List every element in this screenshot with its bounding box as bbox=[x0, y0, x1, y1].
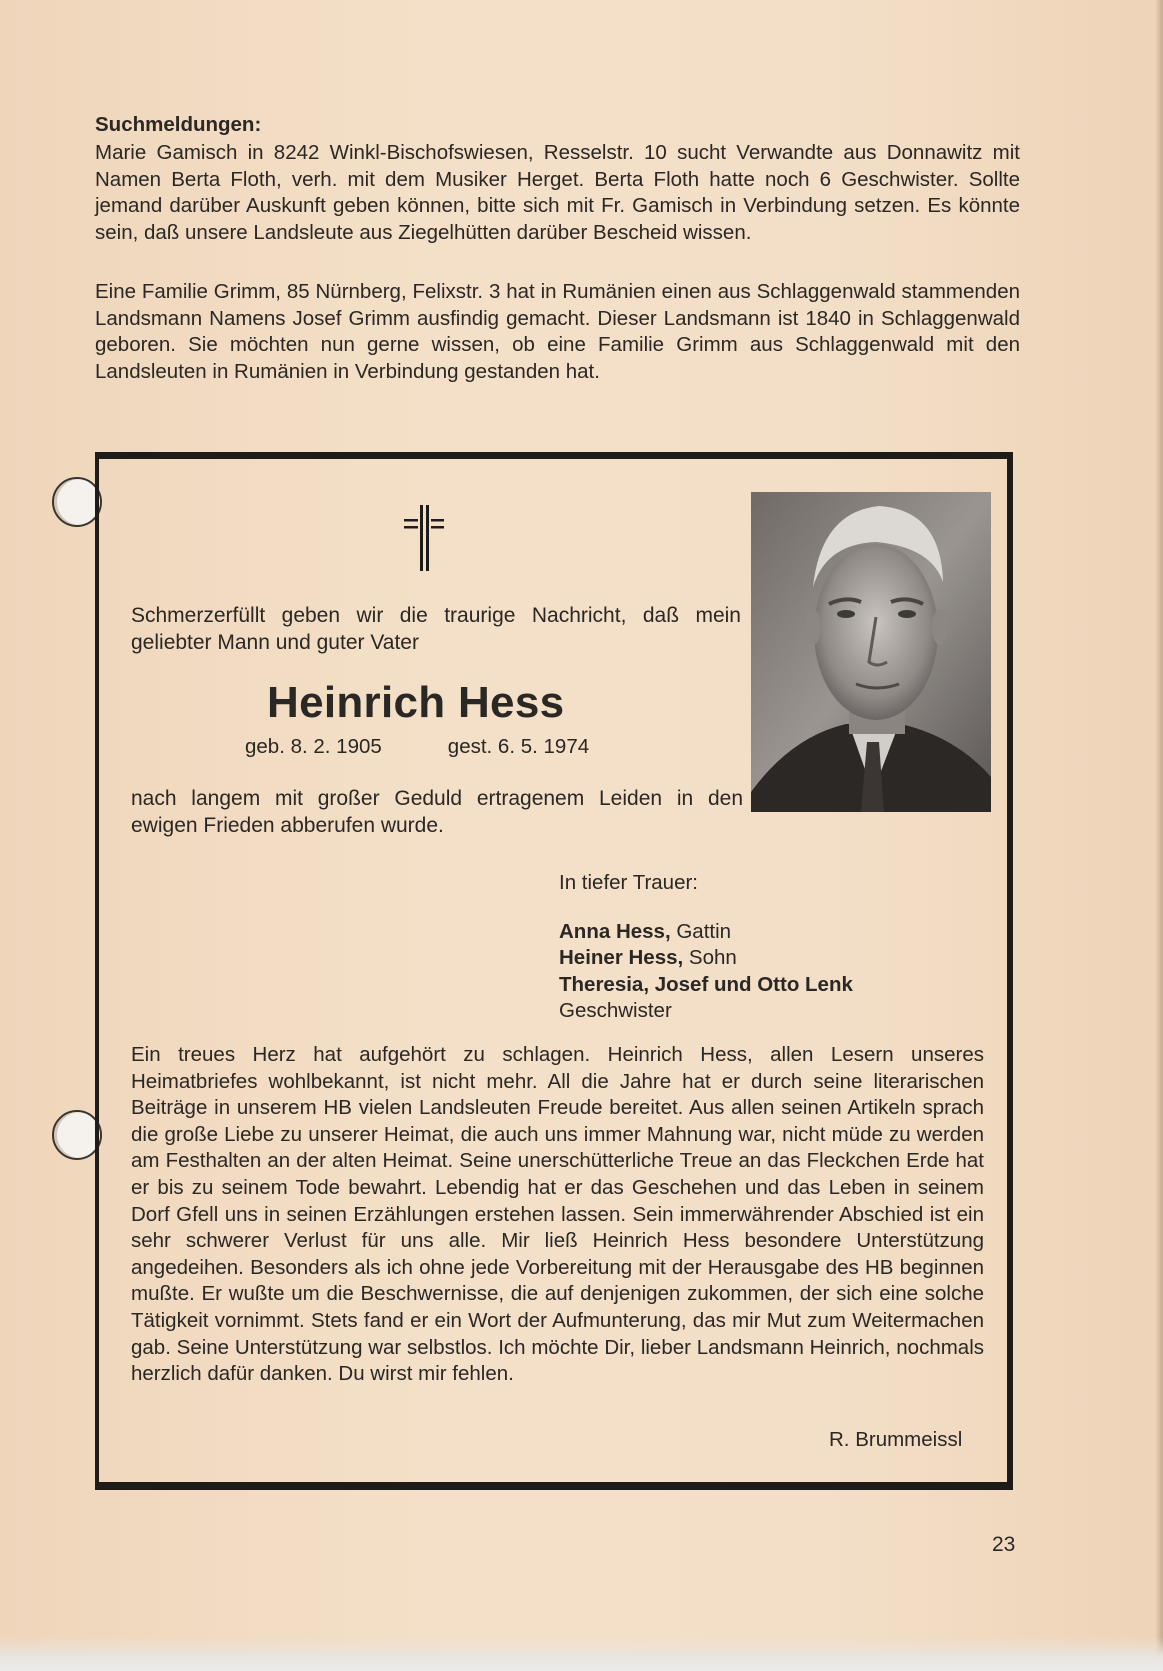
mourners-spacer bbox=[559, 896, 853, 918]
death-date: gest. 6. 5. 1974 bbox=[447, 735, 590, 758]
mourner-name: Heiner Hess, bbox=[559, 946, 684, 969]
obituary-box bbox=[95, 452, 1013, 1490]
siblings-label: Geschwister bbox=[559, 999, 672, 1022]
life-dates bbox=[245, 733, 589, 760]
mourner-name: Theresia, Josef und Otto Lenk bbox=[559, 972, 853, 996]
search-heading: Suchmeldungen: bbox=[95, 113, 262, 136]
mourner-item bbox=[559, 971, 853, 998]
mourner-item bbox=[559, 944, 853, 971]
portrait-photo bbox=[751, 492, 991, 812]
search-paragraph-2 bbox=[95, 279, 1020, 385]
mourner-item bbox=[559, 918, 853, 945]
obituary-intro: Schmerzerfüllt geben wir die traurige Nachricht, daß mein geliebter Mann und guter Vater bbox=[131, 604, 741, 654]
birth-date: geb. 8. 2. 1905 bbox=[245, 735, 382, 758]
page-bottom-edge bbox=[0, 1637, 1163, 1671]
mourner-role: Gattin bbox=[676, 919, 732, 943]
cross-icon bbox=[404, 505, 444, 571]
mourner-name: Anna Hess, bbox=[559, 919, 671, 943]
tribute-author: R. Brummeissl bbox=[829, 1428, 963, 1451]
tribute-text: Ein treues Herz hat aufgehört zu schlagen. Heinrich Hess, allen Lesern unseres Heimatbriefes wohlbekannt, ist nicht mehr. All die Jahre hat er durch seine literarischen Beiträge in unserem HB vielen Landsleuten Freude bereitet. Aus allen seinen Artikeln sprach die große Liebe zu unserer Heimat, die auch uns immer Mahnung war, nicht müde zu werden am Festhalten an der alten Heimat. Seine unerschütterliche Treue an das Fleckchen Erde hat er bis zu seinem Tode bewahrt. Lebendig hat er das Geschehen und das Leben in seinem Dorf Gfell uns in seinen Erzählungen erstehen lassen. Sein immerwährender Abschied ist ein sehr schwerer Verlust für uns alle. Mir ließ Heinrich Hess besondere Unterstützung angedeihen. Besonders als ich ohne jede Vorbereitung mit der Herausgabe des HB beginnen mußte. Er wußte um die Beschwernisse, die auf denjenigen zukommen, der sich eine solche Tätigkeit vornimmt. Stets fand er ein Wort der Aufmunterung, das mir Mut zum Weitermachen gab. Seine Unterstützung war selbstlos. Ich möchte Dir, lieber Landsmann Heinrich, nochmals herzlich dafür danken. Du wirst mir fehlen. bbox=[131, 1043, 984, 1386]
page-edge-shadow bbox=[1155, 0, 1163, 1671]
page-number: 23 bbox=[992, 1533, 1016, 1556]
obituary-passing-text: nach langem mit großer Geduld ertragenem Leiden in den ewigen Frieden abberufen wurde. bbox=[131, 787, 743, 837]
portrait-image bbox=[751, 492, 991, 812]
mourner-role: Sohn bbox=[688, 946, 737, 969]
mourners-block bbox=[559, 869, 853, 1024]
deceased-name: Heinrich Hess bbox=[267, 678, 565, 727]
mourning-label: In tiefer Trauer: bbox=[559, 871, 699, 894]
search-paragraph-1 bbox=[95, 140, 1020, 246]
search-paragraph-1-text: Marie Gamisch in 8242 Winkl-Bischofswiesen, Resselstr. 10 sucht Verwandte aus Donnawitz mit Namen Berta Floth, verh. mit dem Musiker Herget. Berta Floth hatte noch 6 Geschwister. Sollte jemand darüber Auskunft geben können, bitte sich mit Fr. Gamisch in Verbindung setzen. Es könnte sein, daß unsere Landsleute aus Ziegelhütten darüber Bescheid wissen. bbox=[95, 141, 1020, 244]
search-paragraph-2-text: Eine Familie Grimm, 85 Nürnberg, Felixstr. 3 hat in Rumänien einen aus Schlaggenwald stammenden Landsmann Namens Josef Grimm ausfindig gemacht. Dieser Landsmann ist 1840 in Schlaggenwald geboren. Sie möchten nun gerne wissen, ob eine Familie Grimm aus Schlaggenwald mit den Landsleuten in Rumänien in Verbindung gestanden hat. bbox=[95, 280, 1020, 383]
